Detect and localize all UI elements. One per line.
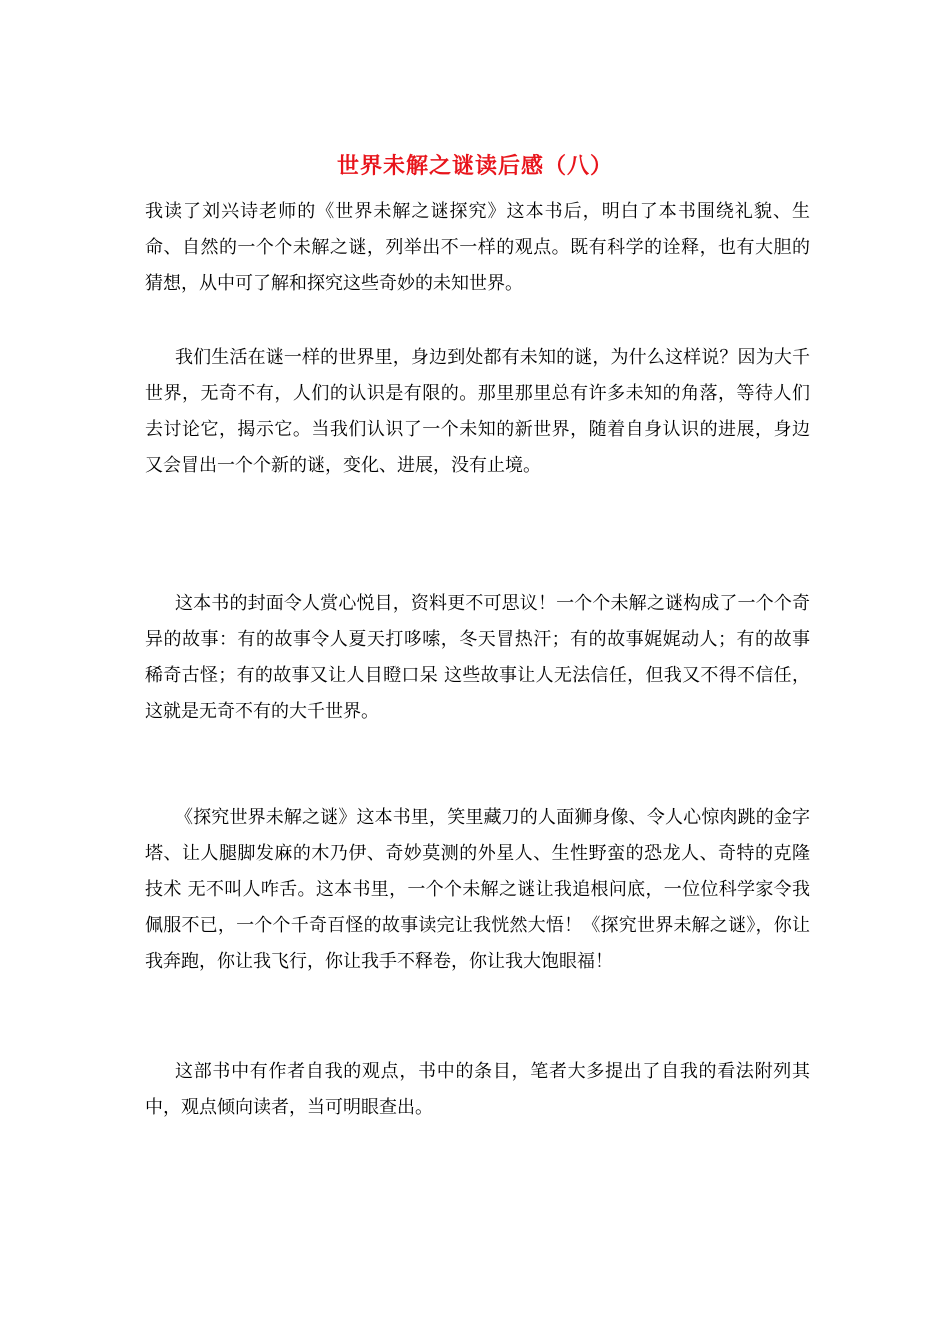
paragraph-3: 这本书的封面令人赏心悦目，资料更不可思议！一个个未解之谜构成了一个个奇异的故事：有的故事令人夏天打哆嗦，冬天冒热汗；有的故事娓娓动人；有的故事稀奇古怪；有的故事又让人目瞪口呆 这些故事让人无法信任，但我又不得不信任，这就是无奇不有的大千世界。 bbox=[145, 593, 810, 722]
paragraph-2: 我们生活在谜一样的世界里，身边到处都有未知的谜，为什么这样说？因为大千世界，无奇不有，人们的认识是有限的。那里那里总有许多未知的角落，等待人们去讨论它，揭示它。当我们认识了一个未知的新世界，随着自身认识的进展，身边又会冒出一个个新的谜，变化、进展，没有止境。 bbox=[145, 347, 810, 476]
paragraph-1: 我读了刘兴诗老师的《世界未解之谜探究》这本书后，明白了本书围绕礼貌、生命、自然的一个个未解之谜，列举出不一样的观点。既有科学的诠释，也有大胆的猜想，从中可了解和探究这些奇妙的未知世界。 bbox=[145, 201, 810, 294]
paragraph-4: 《探究世界未解之谜》这本书里，笑里藏刀的人面狮身像、令人心惊肉跳的金字塔、让人腿脚发麻的木乃伊、奇妙莫测的外星人、生性野蛮的恐龙人、奇特的克隆技术 无不叫人咋舌。这本书里，一个个未解之谜让我追根问底，一位位科学家令我佩服不已，一个个千奇百怪的故事读完让我恍然大悟！《探究世界未解之谜》，你让我奔跑，你让我飞行，你让我手不释卷，你让我大饱眼福！ bbox=[145, 807, 810, 972]
paragraph-5: 这部书中有作者自我的观点，书中的条目，笔者大多提出了自我的看法附列其中，观点倾向读者，当可明眼查出。 bbox=[145, 1061, 810, 1118]
document-title: 世界未解之谜读后感（八） bbox=[336, 153, 613, 179]
